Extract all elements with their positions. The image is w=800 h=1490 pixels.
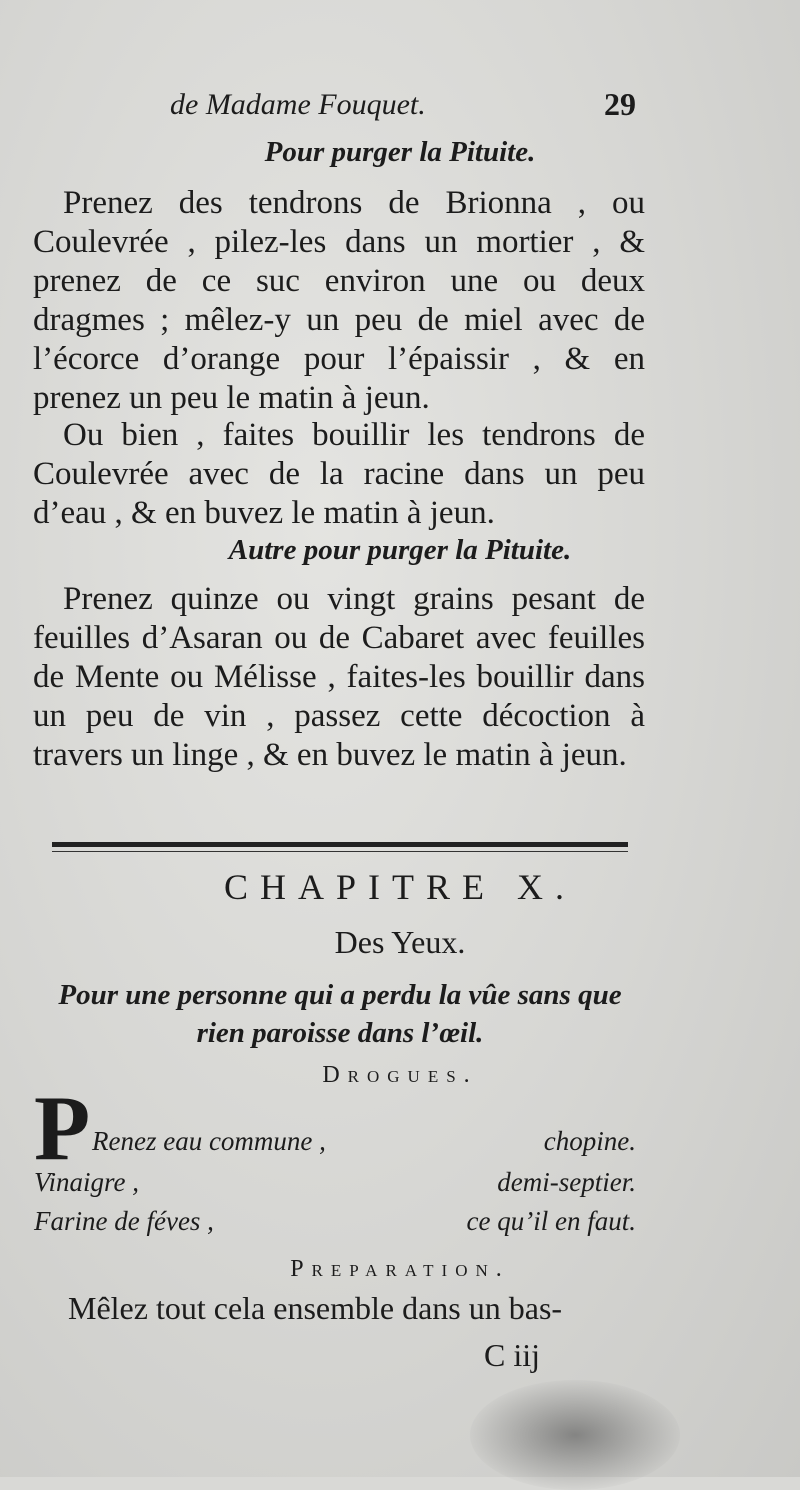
paragraph-brionna: Prenez des tendrons de Brionna , ou Coulevrée , pilez-les dans un mortier , & prenez de ce suc environ une ou deux dragmes ; mêlez-y un peu de miel avec de l’écorce d’orange pour l’épaissir , & en prenez un peu le matin à jeun.	[33, 185, 645, 416]
running-title: de Madame Fouquet.	[170, 88, 426, 121]
preparation-heading: Preparation.	[290, 1256, 510, 1282]
page-smudge	[470, 1380, 680, 1490]
page-number: 29	[604, 86, 636, 122]
chapter-rule-thin	[52, 851, 628, 852]
section-title-pituite: Pour purger la Pituite.	[264, 136, 536, 168]
recipe-title: Pour une personne qui a perdu la vûe sans que rien paroisse dans l’œil.	[58, 979, 622, 1049]
preparation-text: Mêlez tout cela ensemble dans un bas-	[68, 1290, 563, 1326]
chapter-subheading: Des Yeux.	[334, 924, 466, 960]
ingredient-name: Vinaigre ,	[34, 1167, 139, 1197]
chapter-heading: CHAPITRE X.	[223, 867, 576, 907]
paragraph-ou-bien: Ou bien , faites bouillir les tendrons de Coulevrée avec de la racine dans un peu d’eau , & en buvez le matin à jeun.	[33, 417, 645, 531]
drop-cap: P	[34, 1077, 91, 1179]
ingredient-quantity: demi-septier.	[497, 1167, 636, 1197]
ingredient-row	[34, 1206, 636, 1242]
drogues-heading: Drogues.	[322, 1062, 478, 1088]
chapter-rule-thick	[52, 842, 628, 847]
ingredient-name: Renez eau commune ,	[92, 1126, 326, 1156]
section-title-autre-pituite: Autre pour purger la Pituite.	[228, 534, 572, 566]
ingredient-row	[34, 1167, 636, 1203]
ingredient-quantity: ce qu’il en faut.	[466, 1206, 636, 1236]
ingredient-row	[92, 1126, 636, 1162]
ingredient-name: Farine de féves ,	[34, 1206, 214, 1236]
ingredient-quantity: chopine.	[543, 1126, 636, 1156]
paragraph-asaran: Prenez quinze ou vingt grains pesant de feuilles d’Asaran ou de Cabaret avec feuilles de Mente ou Mélisse , faites-les bouillir dans un peu de vin , passez cette décoction à travers un linge , & en buvez le matin à jeun.	[33, 581, 645, 773]
signature-mark: C iij	[484, 1337, 541, 1373]
